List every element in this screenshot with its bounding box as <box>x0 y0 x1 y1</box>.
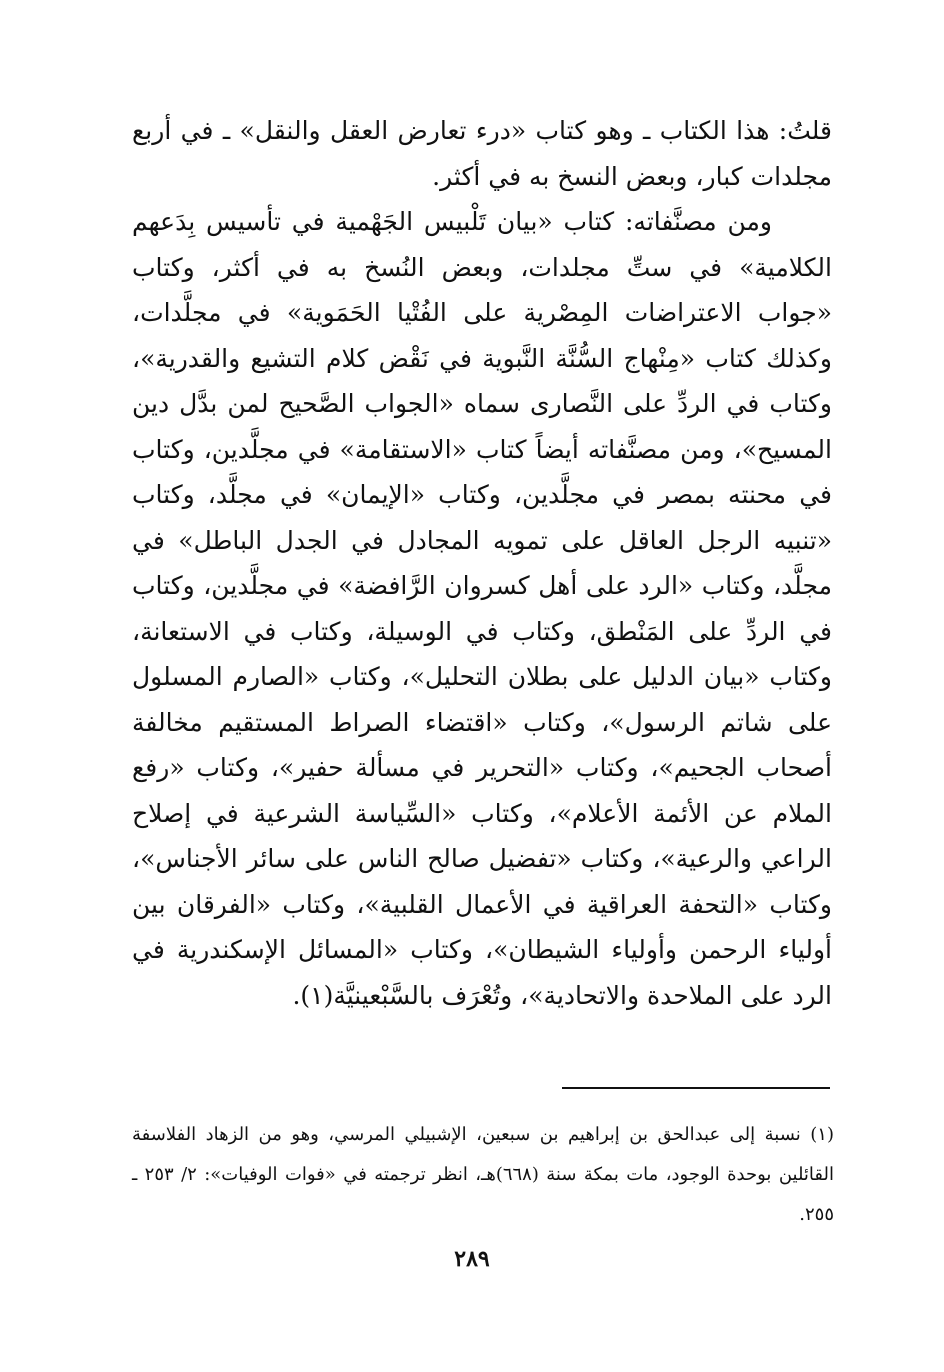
footnote <box>132 1115 834 1235</box>
footnote-text: (١) نسبة إلى عبدالحق بن إبراهيم بن سبعين، الإشبيلي المرسي، وهو من الزهاد الفلاسفة القائلين بوحدة الوجود، مات بمكة سنة (٦٦٨)هـ، انظر ترجمته في «فوات الوفيات»: ٢/ ٢٥٣ ـ ٢٥٥. <box>132 1124 834 1225</box>
main-text <box>132 108 832 1018</box>
paragraph-1: قلتُ: هذا الكتاب ـ وهو كتاب «درء تعارض العقل والنقل» ـ في أربع مجلدات كبار، وبعض النسخ به في أكثر. <box>132 116 832 191</box>
paragraph-2: ومن مصنَّفاته: كتاب «بيان تَلْبيس الجَهْمية في تأسيس بِدَعهم الكلامية» في ستِّ مجلدات، وبعض النُسخ به في أكثر، وكتاب «جواب الاعتراضات المِصْرية على الفُتْيا الحَمَوية» في مجلَّدات، وكذلك كتاب «مِنْهاج السُّنَّة النَّبوية في نَقْض كلام التشيع والقدرية»، وكتاب في الردِّ على النَّصارى سماه «الجواب الصَّحيح لمن بدَّل دين المسيح»، ومن مصنَّفاته أيضاً كتاب «الاستقامة» في مجلَّدين، وكتاب في محنته بمصر في مجلَّدين، وكتاب «الإيمان» في مجلَّد، وكتاب «تنبيه الرجل العاقل على تمويه المجادل في الجدل الباطل» في مجلَّد، وكتاب «الرد على أهل كسروان الرَّافضة» في مجلَّدين، وكتاب في الردِّ على المَنْطق، وكتاب في الوسيلة، وكتاب في الاستعانة، وكتاب «بيان الدليل على بطلان التحليل»، وكتاب «الصارم المسلول على شاتم الرسول»، وكتاب «اقتضاء الصراط المستقيم مخالفة أصحاب الجحيم»، وكتاب «التحرير في مسألة حفير»، وكتاب «رفع الملام عن الأئمة الأعلام»، وكتاب «السِّياسة الشرعية في إصلاح الراعي والرعية»، وكتاب «تفضيل صالح الناس على سائر الأجناس»، وكتاب «التحفة العراقية في الأعمال القلبية»، وكتاب «الفرقان بين أولياء الرحمن وأولياء الشيطان»، وكتاب «المسائل الإسكندرية في الرد على الملاحدة والاتحادية»، وتُعْرَف بالسَّبْعينيَّة(١). <box>132 207 832 1010</box>
page-number: ٢٨٩ <box>454 1246 490 1272</box>
footnote-separator <box>562 1087 830 1089</box>
